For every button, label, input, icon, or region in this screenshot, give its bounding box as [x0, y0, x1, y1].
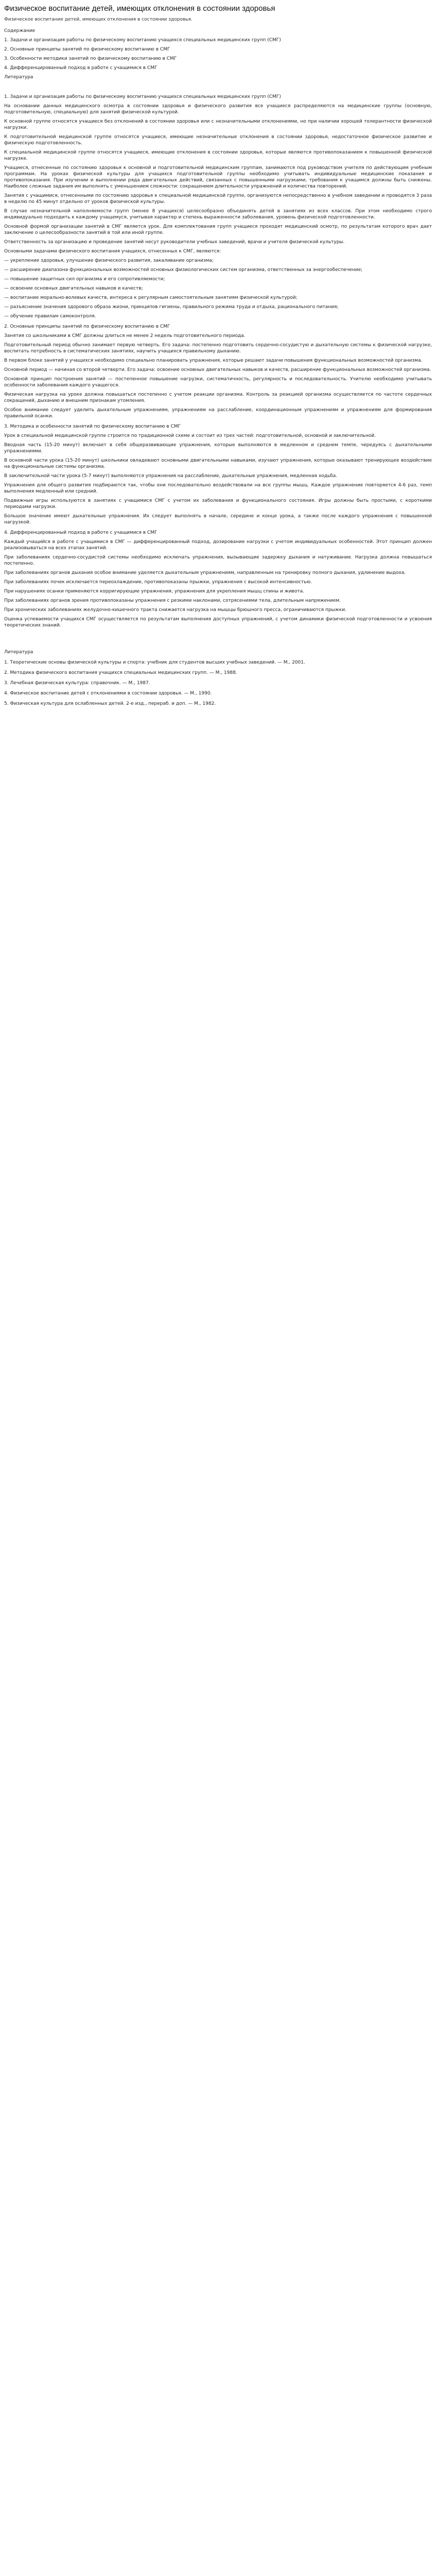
- contents-item: 2. Основные принципы занятий по физическому воспитанию в СМГ: [4, 47, 170, 52]
- paragraph: Основными задачами физического воспитания учащихся, отнесенных к СМГ, являются:: [4, 249, 221, 254]
- paragraph: При нарушениях осанки применяются корригирующие упражнения, упражнения для укрепления мышц спины и живота.: [4, 589, 304, 594]
- paragraph: Каждый учащийся в работе с учащимися в СМГ — дифференцированный подход, дозирование нагрузки с учетом индивидуальных особенностей. Этот принцип должен реализовываться на всех этапах занятий.: [4, 539, 432, 551]
- document-body: [4, 28, 432, 629]
- reference-item: 5. Физическая культура для ослабленных детей. 2-е изд., перераб. и доп. — М., 1982.: [4, 701, 216, 706]
- section-heading: 4. Дифференцированный подход в работе с учащимися в СМГ: [4, 530, 158, 535]
- paragraph: Вводная часть (15-20 минут) включает в себя общеразвивающие упражнения, которые выполняются в медленном и среднем темпе, чередуясь с дыхательными упражнениями.: [4, 443, 432, 454]
- reference-item: 1. Теоретические основы физической культуры и спорта: учебник для студентов высших учебных заведений. — М., 2001.: [4, 660, 305, 665]
- reference-item: 2. Методика физического воспитания учащихся специальных медицинских групп. — М., 1988.: [4, 670, 237, 675]
- contents-item: 4. Дифференцированный подход в работе с учащимися в СМГ: [4, 65, 158, 71]
- paragraph: Урок в специальной медицинской группе строится по традиционной схеме и состоит из трех частей: подготовительной, основной и заключительной.: [4, 433, 376, 438]
- section-heading: 2. Основные принципы занятий по физическому воспитанию в СМГ: [4, 324, 170, 329]
- list-item: — повышение защитных сил организма и его сопротивляемости;: [4, 277, 165, 282]
- list-item: — обучение правилам самоконтроля.: [4, 314, 96, 319]
- references-label: Литература: [4, 650, 33, 655]
- paragraph: К подготовительной медицинской группе относятся учащиеся, имеющие незначительные отклонения в состоянии здоровья, недостаточное физическое развитие и физическую подготовленность.: [4, 134, 432, 146]
- paragraph: В случае незначительной наполняемости групп (менее 8 учащихся) целесообразно объединять детей в занятиях из всех классов. При этом необходимо строго индивидуально подходить к каждому учащемуся, учитывая характер и степень выраженности заболевания, уровень физической подготовленности.: [4, 209, 432, 220]
- paragraph: При заболеваниях почек исключается переохлаждение, противопоказаны прыжки, упражнения с высокой интенсивностью.: [4, 580, 312, 585]
- list-item: — воспитание морально-волевых качеств, интереса к регулярным самостоятельным занятиям физической культурой;: [4, 295, 298, 300]
- reference-item: 4. Физическое воспитание детей с отклонениями в состоянии здоровья. — М., 1990.: [4, 691, 212, 696]
- paragraph: При хронических заболеваниях желудочно-кишечного тракта снижается нагрузка на мышцы брюшного пресса, ограничиваются прыжки.: [4, 607, 346, 613]
- paragraph: В заключительной части урока (5-7 минут) выполняются упражнения на расслабление, дыхательные упражнения, медленная ходьба.: [4, 473, 338, 479]
- paragraph: Учащиеся, отнесенные по состоянию здоровья к основной и подготовительной медицинским группам, занимаются под руководством учителя по действующим учебным программам. На уроках физической культуры для учащихся подготовительной группы необходимо учитывать индивидуальные медицинские показания и противопоказания. При изучении и выполнении ряда двигательных действий, связанных с повышенными нагрузками, требования к учащимся должны быть снижены. Наиболее сложные задания им выполнять с уменьшением сложности: сокращением длительности упражнений и количества повторений.: [4, 165, 432, 189]
- list-item: — разъяснение значения здорового образа жизни, принципов гигиены, правильного режима труда и отдыха, рационального питания;: [4, 304, 339, 310]
- page-subtitle: Физическое воспитание детей, имеющих отклонения в состоянии здоровья.: [4, 17, 193, 22]
- paragraph: Занятия с учащимися, отнесенными по состоянию здоровья к специальной медицинской группе, организуются непосредственно в учебном заведении и проводятся 3 раза в неделю по 45 минут отдельно от уроков физической культуры.: [4, 193, 432, 205]
- document-page: [0, 0, 436, 723]
- paragraph: Основной период — начиная со второй четверти. Его задача: освоение основных двигательных навыков и качеств, расширение функциональных возможностей организма.: [4, 367, 431, 372]
- list-item: — укрепление здоровья, улучшение физического развития, закаливание организма;: [4, 258, 214, 263]
- paragraph: К основной группе относятся учащиеся без отклонений в состоянии здоровья или с незначительными отклонениями, но при наличии хорошей толерантности физической нагрузки.: [4, 119, 432, 130]
- paragraph: При заболеваниях органов дыхания особое внимание уделяется дыхательным упражнениям, направленным на тренировку полного дыхания, удлинение выдоха.: [4, 570, 406, 575]
- literature-label: Литература: [4, 75, 33, 80]
- paragraph: Большое значение имеют дыхательные упражнения. Их следует выполнять в начале, середине и конце урока, а также после каждого упражнения с повышенной нагрузкой.: [4, 514, 432, 525]
- paragraph: Особое внимание следует уделить дыхательным упражнениям, упражнениям на расслабление, координационным упражнениям и упражнениям для формирования правильной осанки.: [4, 408, 432, 419]
- list-item: — расширение диапазона функциональных возможностей основных физиологических систем организма, ответственных за энергообеспечение;: [4, 267, 363, 273]
- contents-item: 1. Задачи и организация работы по физическому воспитанию учащихся специальных медицинских групп (СМГ): [4, 38, 281, 43]
- paragraph: Основной принцип построения занятий — постепенное повышение нагрузки, систематичность, регулярность и последовательность. Учителю необходимо учитывать особенности заболевания каждого учащегося.: [4, 377, 432, 388]
- paragraph: Занятия со школьниками в СМГ должны длиться не менее 2 недель подготовительного периода.: [4, 333, 246, 338]
- paragraph: Упражнения для общего развития подбираются так, чтобы они последовательно воздействовали на все группы мышц. Каждое упражнение повторяется 4-6 раз, темп выполнения медленный или средний.: [4, 483, 432, 494]
- paragraph: Подвижные игры используются в занятиях с учащимися СМГ с учетом их заболевания и функционального состояния. Игры должны быть простыми, с короткими периодами нагрузки.: [4, 498, 432, 510]
- section-heading: 3. Методика и особенности занятий по физическому воспитанию в СМГ: [4, 424, 181, 429]
- paragraph: Физическая нагрузка на уроке должна повышаться постепенно с учетом реакции организма. Контроль за реакцией организма осуществляется по частоте сердечных сокращений, дыханию и внешним признакам утомления.: [4, 392, 432, 403]
- paragraph: При заболеваниях органов зрения противопоказаны упражнения с резкими наклонами, сотрясениями тела, длительным напряжением.: [4, 598, 341, 603]
- paragraph: В первом блоке занятий у учащихся необходимо специально планировать упражнения, которые решают задачи повышения функциональных возможностей организма.: [4, 358, 423, 363]
- paragraph: При заболеваниях сердечно-сосудистой системы необходимо исключать упражнения, вызывающие задержку дыхания и натуживание. Нагрузка должна повышаться постепенно.: [4, 555, 432, 566]
- paragraph: В основной части урока (15-20 минут) школьники овладевают основными двигательными навыками, изучают упражнения, которые оказывают тренирующее воздействие на функциональные системы организма.: [4, 458, 432, 469]
- contents-item: 3. Особенности методики занятий по физическому воспитанию в СМГ: [4, 56, 177, 61]
- paragraph: На основании данных медицинского осмотра в состоянии здоровья и физического развития все учащиеся распределяются на медицинские группы (основную, подготовительную, специальную) для занятий физической культурой.: [4, 104, 432, 115]
- paragraph: Ответственность за организацию и проведение занятий несут руководители учебных заведений, врачи и учителя физической культуры.: [4, 240, 345, 245]
- reference-item: 3. Лечебная физическая культура: справочник. — М., 1987.: [4, 681, 150, 686]
- references: [4, 649, 432, 707]
- paragraph: К специальной медицинской группе относятся учащиеся, имеющие отклонения в состоянии здоровья, которые являются противопоказанием к повышенной физической нагрузке.: [4, 150, 432, 161]
- section-heading: 1. Задачи и организация работы по физическому воспитанию учащихся специальных медицинских групп (СМГ): [4, 94, 281, 99]
- list-item: — освоение основных двигательных навыков и качеств;: [4, 286, 143, 291]
- paragraph: Подготовительный период обычно занимает первую четверть. Его задача: постепенно подготовить сердечно-сосудистую и дыхательную системы к физической нагрузке, воспитать потребность в систематических занятиях, научить учащихся правильному дыханию.: [4, 343, 432, 354]
- paragraph: Оценка успеваемости учащихся СМГ осуществляется по результатам выполнения доступных упражнений, с учетом динамики физической подготовленности и усвоения теоретических знаний.: [4, 617, 432, 628]
- page-title: Физическое воспитание детей, имеющих отклонения в состоянии здоровья: [4, 4, 275, 13]
- contents-label: Содержание: [4, 28, 36, 33]
- paragraph: Основной формой организации занятий в СМГ является урок. Для комплектования групп учащиеся проходят медицинский осмотр, по результатам которого врач дает заключение о целесообразности занятий в той или иной группе.: [4, 224, 432, 235]
